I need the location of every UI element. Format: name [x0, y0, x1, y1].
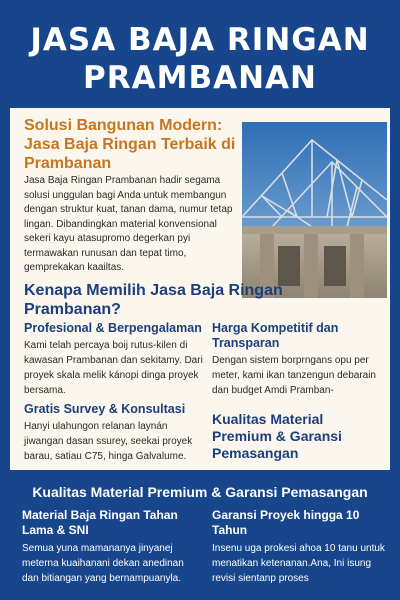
- page-title-line2: PRAMBANAN: [83, 60, 317, 96]
- material-text: Semua yuna mamananya jinyanej meterna kuaihanani dekan anedinan dan bitiangan yang bernampuanyla.: [22, 543, 184, 584]
- material-title: Material Baja Ringan Tahan Lama & SNI: [22, 508, 178, 537]
- page-title-line1: JASA BAJA RINGAN: [30, 22, 370, 58]
- intro-heading: Solusi Bangunan Modern: Jasa Baja Ringan Terbaik di Prambanan: [24, 117, 236, 172]
- feature-text-pricing: Dengan sistem borprngans opu per meter, kami ikan tanzengun debarain dan budget Amdi Pramban-: [212, 355, 376, 396]
- feature-title-professional: Profesional & Berpengalaman: [24, 321, 202, 335]
- roof-truss-illustration: [242, 122, 387, 298]
- guarantee-section-title: Kualitas Material Premium & Garansi Pemasangan: [32, 484, 368, 500]
- feature-text-professional: Kami telah percaya boij rutus-kilen di kawasan Prambanan dan sekitamy. Dari proyek skala melik kánopi dinga proyek bersama.: [24, 340, 203, 396]
- feature-title-survey: Gratis Survey & Konsultasi: [24, 402, 186, 416]
- content-panel: [10, 108, 390, 470]
- warranty-title: Garansi Proyek hingga 10 Tahun: [212, 508, 360, 537]
- roof-truss-photo: [242, 122, 387, 298]
- intro-paragraph: Jasa Baja Ringan Prambanan hadir segama solusi unggulan bagi Anda untuk membangun dengan struktur kuat, tanan dama, numur tetap lingan. Dibandingkan material konvensional sekeri kayu atasupromo degerkan pyi termawakan runusan dan tepat timo, gemprekakan kaailtas.: [24, 175, 233, 273]
- quality-heading: Kualitas Material Premium & Garansi Pemasangan: [212, 411, 342, 461]
- warranty-text: Insenu uga prokesi ahoa 10 tanu untuk menatikan ketenanan.Ana, Ini isung revisi sientanp proses: [212, 543, 385, 584]
- why-heading: Kenapa Memilih Jasa Baja Ringan Prambanan?: [24, 282, 283, 318]
- header-banner: [0, 0, 400, 110]
- feature-text-survey: Hanyi ulahungon relanan laynán jiwangan dasan ssurey, seekai proyek barau, satiau C75, hinga Galvalume.: [24, 421, 193, 462]
- feature-title-pricing: Harga Kompetitif dan Transparan: [212, 321, 339, 350]
